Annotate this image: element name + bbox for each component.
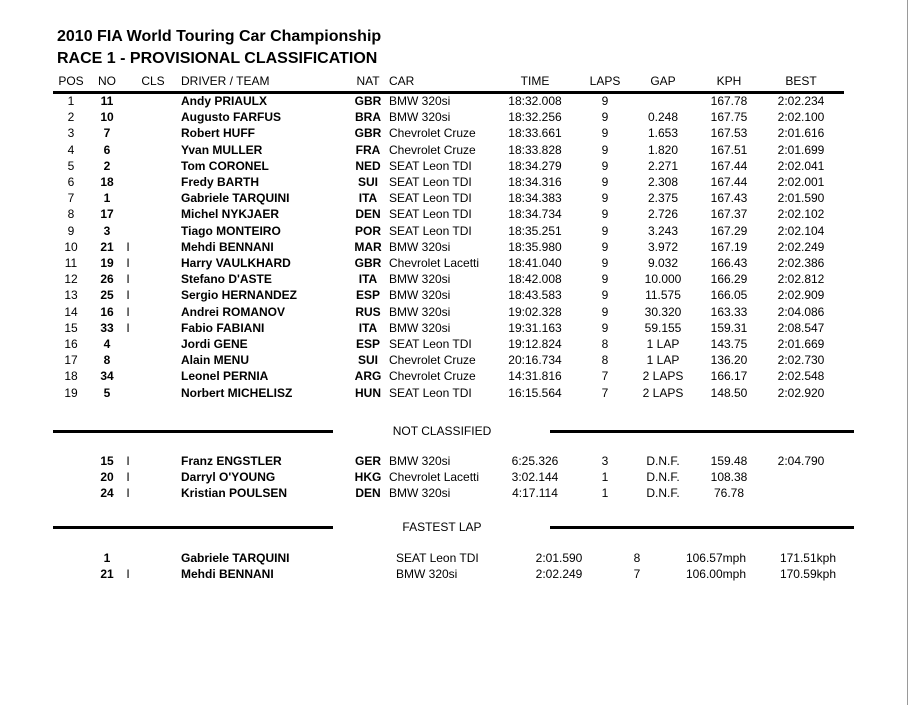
cell-kph: 148.50 [710,385,748,400]
cell-mph: 106.57mph [685,551,746,565]
cell-gap: 9.032 [647,256,679,270]
cell-nat: HUN [355,385,381,400]
cell-driver: Augusto FARFUS [181,110,281,125]
cell-best: 2:02.100 [777,110,825,125]
cell-no: 6 [103,142,111,157]
cell-gap: 11.575 [645,288,681,303]
cell-nat: ARG [354,369,382,384]
cell-time: 18:33.661 [508,126,562,141]
cell-kph: 166.17 [710,369,748,384]
cell-time: 18:34.734 [508,207,562,222]
cell-kph: 166.05 [710,288,748,303]
cell-pos: 8 [67,207,75,222]
cell-car: BMW 320si [389,239,451,254]
cell-kph: 166.29 [710,272,748,287]
header-time: TIME [520,74,550,88]
header-kph: KPH [716,74,742,88]
cell-kph: 136.20 [710,353,748,368]
cell-gap: D.N.F. [646,470,680,484]
table-header [0,74,909,88]
cell-no: 11 [100,94,114,108]
table-row [0,272,909,287]
cell-time: 18:35.251 [508,223,562,238]
cell-driver: Sergio HERNANDEZ [181,288,298,303]
cell-best: 2:02.730 [777,353,825,368]
cell-no: 25 [100,288,114,303]
table-row [0,470,909,485]
cell-laps: 9 [601,158,609,173]
cell-nat: BRA [355,110,381,125]
cell-car: BMW 320si [389,288,451,303]
table-row [0,353,909,368]
cell-car: Chevrolet Lacetti [389,470,480,484]
cell-best: 2:02.001 [777,175,825,189]
cell-driver: Andy PRIAULX [181,94,268,108]
fastest-lap-heading: FASTEST LAP [402,520,482,534]
cell-gap: 2.308 [647,175,679,189]
cell-kph: 167.51 [710,142,748,157]
cell-car: BMW 320si [396,567,458,581]
cell-time: 18:42.008 [508,272,562,287]
divider-left [53,526,333,529]
cell-pos: 17 [64,353,78,368]
cell-nat: ITA [358,320,378,335]
cell-pos: 4 [67,142,75,157]
cell-car: Chevrolet Lacetti [389,256,480,270]
cell-gap: D.N.F. [646,454,680,468]
cell-driver: Fredy BARTH [181,175,260,189]
table-row [0,110,909,125]
cell-driver: Jordi GENE [181,337,248,351]
cell-pos: 14 [64,304,78,319]
cell-car: SEAT Leon TDI [396,551,479,565]
cell-cls: I [126,320,130,335]
cell-time: 19:31.163 [508,320,562,335]
table-row [0,337,909,352]
cell-no: 15 [100,454,114,468]
cell-car: SEAT Leon TDI [389,191,472,206]
table-row [0,159,909,174]
table-row [0,305,909,320]
cell-pos: 12 [64,272,78,287]
cell-car: SEAT Leon TDI [389,337,472,351]
cell-nat: SUI [357,353,379,368]
cell-driver: Darryl O'YOUNG [181,470,276,484]
cell-time: 18:33.828 [508,142,562,157]
cell-time: 19:02.328 [508,304,562,319]
cell-gap: 0.248 [647,110,679,125]
table-row [0,207,909,222]
cell-car: BMW 320si [389,94,451,108]
header-gap: GAP [650,74,676,88]
cell-best: 2:08.547 [777,320,825,335]
cell-time: 2:02.249 [535,567,583,581]
cell-driver: Mehdi BENNANI [181,567,274,581]
cell-laps: 9 [601,126,609,141]
cell-driver: Yvan MULLER [181,142,263,157]
cell-no: 20 [100,470,114,484]
cell-nat: GER [354,454,382,468]
cell-no: 1 [103,191,111,206]
cell-no: 7 [103,126,111,141]
cell-driver: Fabio FABIANI [181,320,265,335]
cell-gap: 1 LAP [646,337,680,351]
cell-driver: Franz ENGSTLER [181,454,282,468]
cell-nat: ESP [355,337,381,351]
cell-gap: 2 LAPS [642,385,684,400]
cell-best: 2:02.102 [777,207,825,222]
cell-pos: 2 [67,110,75,125]
cell-nat: NED [355,158,381,173]
cell-driver: Andrei ROMANOV [181,304,286,319]
cell-nat: GBR [354,126,382,141]
cell-time: 18:43.583 [508,288,562,303]
cell-pos: 6 [67,175,75,189]
cell-time: 19:12.824 [508,337,562,351]
cell-gap: 1.820 [647,142,679,157]
cell-car: BMW 320si [389,110,451,125]
cell-best: 2:02.920 [777,385,825,400]
cell-car: Chevrolet Cruze [389,142,476,157]
cell-best: 2:02.548 [777,369,825,384]
cell-driver: Robert HUFF [181,126,255,141]
cell-best: 2:02.041 [777,158,825,173]
cell-laps: 9 [601,239,609,254]
cell-no: 19 [100,256,114,270]
cell-best: 2:01.669 [777,337,825,351]
cell-time: 20:16.734 [508,353,562,368]
cell-driver: Alain MENU [181,353,250,368]
header-driver: DRIVER / TEAM [181,74,270,88]
cell-kph: 159.48 [710,454,748,468]
cell-gap: 2.375 [647,191,679,206]
cell-cls: I [126,304,130,319]
cell-driver: Stefano D'ASTE [181,272,272,287]
cell-time: 14:31.816 [508,369,562,384]
cell-kph: 167.44 [710,175,748,189]
header-no: NO [98,74,116,88]
cell-nat: GBR [354,256,382,270]
cell-best: 2:04.086 [777,304,825,319]
cell-time: 18:34.383 [508,191,562,206]
table-row [0,143,909,158]
cell-nat: MAR [354,239,382,254]
table-row [0,288,909,303]
cell-no: 10 [100,110,114,125]
divider-left [53,430,333,433]
cell-nat: ITA [358,272,378,287]
cell-laps: 1 [601,486,609,500]
cell-car: BMW 320si [389,454,451,468]
cell-gap: 3.972 [647,239,679,254]
cell-best: 2:02.812 [777,272,825,287]
cell-laps: 7 [601,385,609,400]
cell-gap: 1.653 [647,126,679,141]
divider-right [550,526,854,529]
cell-cls: I [126,239,130,254]
cell-car: BMW 320si [389,272,451,287]
cell-time: 2:01.590 [535,551,583,565]
cell-no: 18 [100,175,114,189]
cell-pos: 15 [64,320,78,335]
cell-driver: Leonel PERNIA [181,369,269,384]
cell-laps: 9 [601,223,609,238]
cell-pos: 1 [67,94,75,108]
cell-car: SEAT Leon TDI [389,385,472,400]
cell-no: 33 [100,320,114,335]
cell-kph: 167.19 [710,239,748,254]
cell-nat: SUI [357,175,379,189]
table-row [0,191,909,206]
cell-time: 4:17.114 [512,486,558,500]
divider-right [550,430,854,433]
cell-gap: 59.155 [644,320,682,335]
cell-kph: 167.53 [710,126,748,141]
header-pos: POS [58,74,84,88]
cell-kph: 170.59kph [779,567,836,581]
cell-gap: 2.726 [647,207,679,222]
cell-laps: 3 [601,454,609,468]
championship-title: 2010 FIA World Touring Car Championship [57,28,382,45]
header-cls: CLS [141,74,165,88]
cell-laps: 9 [601,110,609,125]
cell-nat: ITA [358,191,378,206]
cell-no: 2 [103,158,111,173]
table-row [0,224,909,239]
cell-car: Chevrolet Cruze [389,353,476,368]
cell-no: 24 [100,486,114,500]
cell-cls: I [126,470,130,484]
cell-no: 8 [103,353,111,368]
cell-nat: RUS [355,304,381,319]
cell-pos: 3 [67,126,75,141]
cell-laps: 9 [601,288,609,303]
table-row [0,256,909,271]
cell-nat: DEN [355,207,381,222]
cell-pos: 13 [64,288,78,303]
cell-kph: 167.37 [710,207,748,222]
cell-laps: 9 [601,175,609,189]
cell-kph: 167.43 [710,191,748,206]
cell-time: 16:15.564 [508,385,562,400]
cell-car: SEAT Leon TDI [389,223,472,238]
cell-pos: 5 [67,158,75,173]
cell-laps: 9 [601,256,609,270]
cell-gap: 2 LAPS [642,369,684,384]
cell-laps: 8 [601,337,609,351]
cell-car: BMW 320si [389,486,451,500]
cell-time: 18:32.008 [508,94,562,108]
cell-driver: Kristian POULSEN [181,486,288,500]
table-row [0,94,909,109]
header-nat: NAT [356,74,380,88]
cell-laps: 9 [601,191,609,206]
cell-best: 2:01.590 [777,191,825,206]
cell-best: 2:02.249 [777,239,825,254]
cell-best: 2:01.699 [777,142,825,157]
cell-nat: DEN [355,486,381,500]
cell-gap: 10.000 [644,272,682,287]
cell-laps: 9 [601,320,609,335]
cell-nat: FRA [355,142,381,157]
cell-time: 18:35.980 [508,239,562,254]
cell-best: 2:02.234 [777,94,825,108]
cell-time: 18:32.256 [508,110,562,125]
cell-no: 21 [100,567,114,581]
cell-best: 2:02.104 [777,223,825,238]
cell-car: SEAT Leon TDI [389,158,472,173]
cell-car: Chevrolet Cruze [389,126,476,141]
cell-cls: I [126,486,130,500]
cell-cls: I [126,256,130,270]
cell-cls: I [126,454,130,468]
cell-no: 34 [100,369,114,384]
cell-car: SEAT Leon TDI [389,175,472,189]
cell-gap: 3.243 [647,223,679,238]
cell-kph: 163.33 [710,304,748,319]
table-row [0,386,909,401]
cell-kph: 167.29 [710,223,748,238]
cell-best: 2:02.386 [777,256,825,270]
cell-cls: I [126,567,130,581]
cell-kph: 143.75 [710,337,748,351]
cell-driver: Gabriele TARQUINI [181,191,290,206]
cell-time: 18:41.040 [508,256,562,270]
cell-no: 21 [100,239,114,254]
table-row [0,454,909,469]
cell-no: 5 [103,385,111,400]
cell-no: 17 [100,207,114,222]
cell-pos: 16 [64,337,78,351]
cell-gap: 1 LAP [646,353,680,368]
header-laps: LAPS [589,74,621,88]
cell-laps: 9 [601,94,609,108]
cell-driver: Michel NYKJAER [181,207,280,222]
cell-laps: 9 [601,304,609,319]
cell-gap: 2.271 [647,158,679,173]
cell-laps: 9 [601,207,609,222]
cell-lap: 7 [633,567,641,581]
cell-driver: Tiago MONTEIRO [181,223,281,238]
table-row [0,369,909,384]
cell-nat: HKG [354,470,382,484]
cell-pos: 11 [64,256,78,270]
cell-pos: 10 [64,239,78,254]
table-row [0,567,909,582]
cell-car: BMW 320si [389,320,451,335]
cell-laps: 1 [601,470,609,484]
cell-pos: 19 [64,385,78,400]
cell-cls: I [126,272,130,287]
cell-no: 4 [103,337,111,351]
cell-driver: Tom CORONEL [181,158,269,173]
cell-nat: POR [354,223,382,238]
cell-car: BMW 320si [389,304,451,319]
table-row [0,175,909,190]
cell-no: 1 [103,551,111,565]
cell-laps: 8 [601,353,609,368]
cell-kph: 167.75 [710,110,748,125]
cell-kph: 167.78 [710,94,748,108]
cell-time: 18:34.316 [508,175,562,189]
cell-time: 3:02.144 [511,470,559,484]
cell-gap: 30.320 [644,304,682,319]
cell-pos: 7 [67,191,75,206]
cell-laps: 9 [601,272,609,287]
cell-pos: 9 [67,223,75,238]
not-classified-heading: NOT CLASSIFIED [392,424,492,438]
cell-mph: 106.00mph [685,567,746,581]
table-row [0,240,909,255]
cell-kph: 76.78 [713,486,745,500]
cell-no: 3 [103,223,111,238]
table-row [0,486,909,501]
table-row [0,551,909,566]
cell-kph: 159.31 [710,320,748,335]
cell-best: 2:01.616 [777,126,825,141]
cell-best: 2:02.909 [777,288,825,303]
cell-kph: 166.43 [710,256,748,270]
cell-driver: Harry VAULKHARD [181,256,291,270]
cell-laps: 9 [601,142,609,157]
cell-no: 26 [100,272,114,287]
header-car: CAR [389,74,415,88]
cell-nat: GBR [354,94,382,108]
cell-gap: D.N.F. [646,486,680,500]
cell-cls: I [126,288,130,303]
cell-best: 2:04.790 [777,454,825,468]
cell-kph: 167.44 [710,158,748,173]
cell-pos: 18 [64,369,78,384]
cell-time: 6:25.326 [511,454,559,468]
classification-title: RACE 1 - PROVISIONAL CLASSIFICATION [57,50,378,67]
table-row [0,126,909,141]
header-best: BEST [785,74,817,88]
table-row [0,321,909,336]
cell-kph: 108.38 [710,470,748,484]
cell-no: 16 [100,304,114,319]
cell-driver: Norbert MICHELISZ [181,385,293,400]
cell-laps: 7 [601,369,609,384]
cell-car: SEAT Leon TDI [389,207,472,222]
cell-driver: Mehdi BENNANI [181,239,274,254]
cell-time: 18:34.279 [508,158,562,173]
cell-driver: Gabriele TARQUINI [181,551,290,565]
cell-kph: 171.51kph [779,551,836,565]
cell-nat: ESP [355,288,381,303]
cell-lap: 8 [633,551,641,565]
cell-car: Chevrolet Cruze [389,369,476,384]
